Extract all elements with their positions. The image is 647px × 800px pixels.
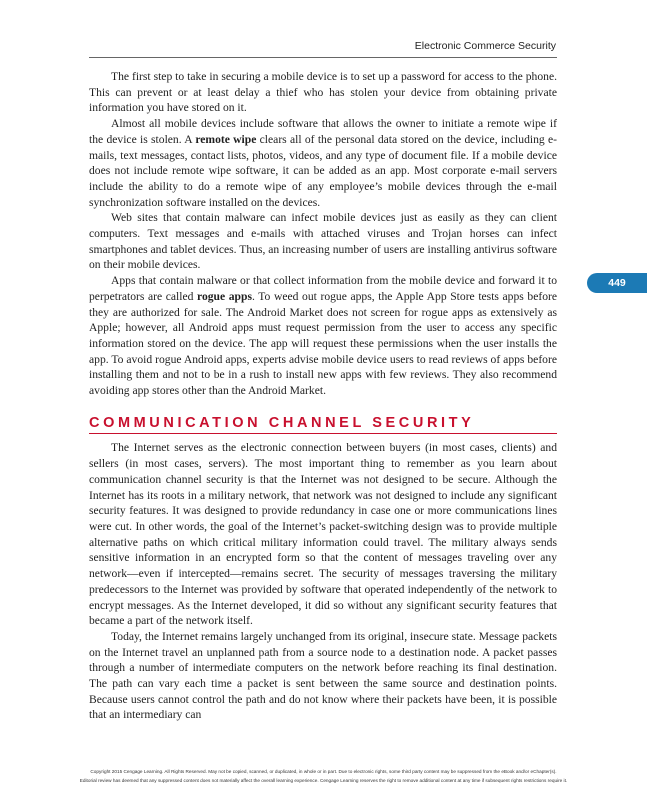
paragraph-internet-today: Today, the Internet remains largely unchanged from its original, insecure state. Message packets on the Internet travel an unplanned path from a source node to a destination node. A packet passes through a number of intermediate computers on the network before reaching its final destination. The path can vary each time a packet is sent between the same source and destination points. Because users cannot control the path and do not know where their packets have been, it is possible that an intermediary can [89,629,557,722]
running-header-title: Electronic Commerce Security [414,40,556,52]
paragraph-text: Almost all mobile devices include software that allows the owner to initiate a remote wipe if the device is stolen. A [89,117,557,146]
paragraph-remote-wipe [89,116,557,210]
paragraph-rogue-apps [89,273,557,399]
key-term-rogue-apps: rogue apps [197,289,252,303]
paragraph-text: . To weed out rogue apps, the Apple App Store tests apps before they are authorized for sale. The Android Market does not screen for rogue apps as extensively as Apple; however, all Android apps must request permission from the user to access any specific information stored on the device. The app will request these permissions when the user installs the app. To avoid rogue Android apps, experts advise mobile device users to read reviews of apps before installing them and not to be in a rush to install new apps with few reviews. They also recommend avoiding app stores other than the Android Market. [89,289,558,398]
section-heading: COMMUNICATION CHANNEL SECURITY [89,416,557,435]
header-rule [89,57,557,58]
copyright-footer [4,767,643,785]
copyright-line-2: Editorial review has deemed that any suppressed content does not materially affect the overall learning experience. Cengage Learning reserves the right to remove additional content at any time if subsequent rights restrictions require it. [79,778,568,783]
paragraph-text: Apps that contain malware or that collect information from the mobile device and forward it to perpetrators are called [89,274,557,303]
body-column [89,69,557,723]
key-term-remote-wipe: remote wipe [195,132,257,146]
paragraph-malware: Web sites that contain malware can infect mobile devices just as easily as they can client computers. Text messages and e-mails with attached viruses and Trojan horses can infect smartphones and tablet devices. Thus, an increasing number of users are installing antivirus software on their mobile devices. [89,211,557,272]
paragraph-password: The first step to take in securing a mobile device is to set up a password for access to the phone. This can prevent or at least delay a thief who has stolen your device from obtaining private information you have stored on it. [89,70,557,115]
paragraph-internet-design: The Internet serves as the electronic connection between buyers (in most cases, clients) and sellers (in most cases, servers). The most important thing to remember as you learn about communication channel security is that the Internet was not designed to be secure. Although the Internet has its roots in a military network, that network was not designed to include any significant security features. It was designed to provide redundancy in case one or more communications lines were cut. In other words, the goal of the Internet’s packet-switching design was to provide multiple alternative paths on which critical military information could travel. The military always sends sensitive information in an encrypted form so that the content of messages traveling over any network—even if intercepted—remains secret. The security of messages traversing the military predecessors to the Internet was provided by software that operated independently of the network to encrypt messages. As the Internet developed, it did so without any significant security features that became a part of the network itself. [89,441,557,628]
paragraph-text: clears all of the personal data stored on the device, including e-mails, text messages, contact lists, photos, videos, and any type of document file. If a mobile device does not include remote wipe software, it can be added as an app. Most corporate e-mail servers include the ability to do a remote wipe of any employee’s mobile devices through the e-mail synchronization software installed on the devices. [89,132,557,209]
page-number-tab: 449 [587,273,647,293]
copyright-line-1: Copyright 2015 Cengage Learning. All Rights Reserved. May not be copied, scanned, or duplicated, in whole or in part. Due to electronic rights, some third party content may be suppressed from the eBook and/or eChapter(s). [90,769,557,774]
